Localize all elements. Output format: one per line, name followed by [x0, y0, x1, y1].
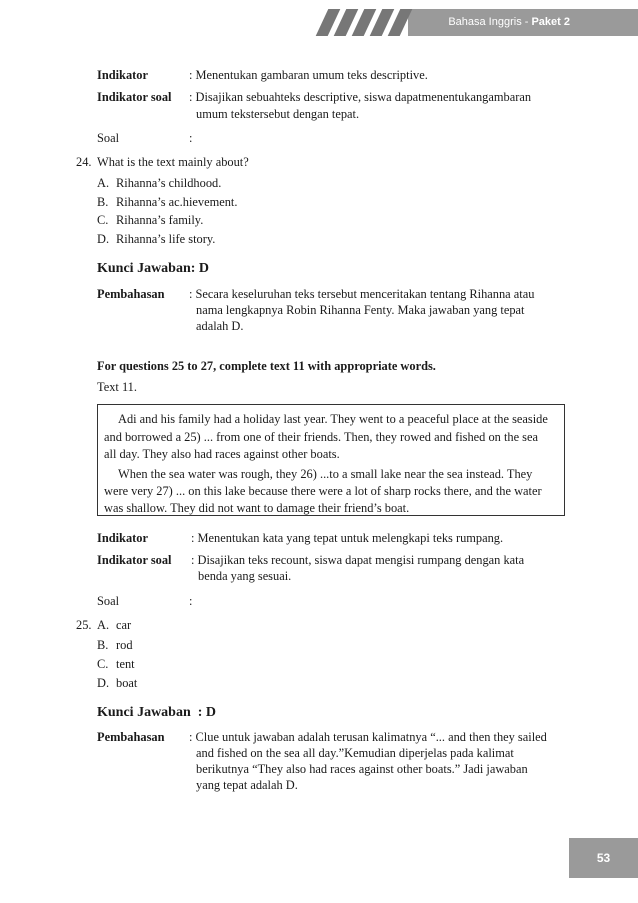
option-text: Rihanna’s ac.hievement.: [116, 195, 238, 209]
text-line: all day. They also had races against other boats.: [104, 447, 340, 461]
soal-label: Soal: [97, 131, 120, 145]
indikator-value: : Menentukan gambaran umum teks descriptive.: [189, 68, 428, 82]
indikator-label: Indikator: [97, 68, 148, 82]
indikator-soal-label: Indikator soal: [97, 553, 172, 567]
pembahasan-line: berikutnya “They also had races against other boats.” Jadi jawaban: [196, 762, 528, 776]
instructions: For questions 25 to 27, complete text 11 with appropriate words.: [97, 359, 436, 373]
page-number: 53: [569, 838, 638, 878]
option-text: rod: [116, 638, 133, 652]
soal-colon: :: [189, 131, 193, 145]
text-line: was shallow. They did not want to damage their friend’s boat.: [104, 501, 410, 515]
option-text: boat: [116, 676, 138, 690]
pembahasan-line: yang tepat adalah D.: [196, 778, 298, 792]
option-letter: C.: [97, 657, 109, 671]
question-text: What is the text mainly about?: [97, 155, 249, 169]
option-letter: A.: [97, 176, 110, 190]
text-line: When the sea water was rough, they 26) ...to a small lake near the sea instead. They: [118, 467, 533, 481]
option-letter: B.: [97, 638, 109, 652]
answer-key: Kunci Jawaban: D: [97, 261, 210, 276]
option-text: Rihanna’s life story.: [116, 232, 216, 246]
pembahasan-label: Pembahasan: [97, 287, 165, 301]
pembahasan-line: nama lengkapnya Robin Rihanna Fenty. Maka jawaban yang tepat: [196, 303, 525, 317]
option-text: Rihanna’s family.: [116, 213, 204, 227]
pembahasan-line: : Secara keseluruhan teks tersebut menceritakan tentang Rihanna atau: [189, 287, 535, 301]
option-letter: D.: [97, 676, 110, 690]
option-letter: B.: [97, 195, 109, 209]
indikator-soal-line: benda yang sesuai.: [198, 569, 292, 583]
option-text: Rihanna’s childhood.: [116, 176, 222, 190]
question-number: 25.: [76, 618, 92, 632]
indikator-soal-line: : Disajikan sebuahteks descriptive, siswa dapatmenentukangambaran: [189, 90, 532, 104]
pembahasan-line: : Clue untuk jawaban adalah terusan kalimatnya “... and then they sailed: [189, 730, 547, 744]
option-text: car: [116, 618, 132, 632]
question-number: 24.: [76, 155, 92, 169]
indikator-value: : Menentukan kata yang tepat untuk melengkapi teks rumpang.: [191, 531, 504, 545]
pembahasan-line: adalah D.: [196, 319, 244, 333]
option-text: tent: [116, 657, 135, 671]
indikator-label: Indikator: [97, 531, 148, 545]
pembahasan-line: and fished on the sea all day.”Kemudian diperjelas pada kalimat: [196, 746, 514, 760]
text-line: were very 27) ... on this lake because there were a lot of sharp rocks there, and the water: [104, 484, 542, 498]
header-packet: Paket 2: [531, 16, 570, 28]
header-subject: Bahasa Inggris -: [448, 16, 532, 28]
indikator-soal-line: : Disajikan teks recount, siswa dapat mengisi rumpang dengan kata: [191, 553, 525, 567]
header-title: [408, 9, 638, 36]
answer-key: Kunci Jawaban : D: [97, 705, 217, 720]
reading-text-box: [97, 404, 565, 516]
text-line: Adi and his family had a holiday last year. They went to a peaceful place at the seaside: [118, 412, 548, 426]
text-line: and borrowed a 25) ... from one of their friends. Then, they rowed and fished on the sea: [104, 430, 538, 444]
pembahasan-label: Pembahasan: [97, 730, 165, 744]
soal-label: Soal: [97, 594, 120, 608]
option-letter: A.: [97, 618, 110, 632]
text-label: Text 11.: [97, 380, 137, 394]
indikator-soal-label: Indikator soal: [97, 90, 172, 104]
option-letter: C.: [97, 213, 109, 227]
option-letter: D.: [97, 232, 110, 246]
soal-colon: :: [189, 594, 193, 608]
indikator-soal-line: umum tekstersebut dengan tepat.: [196, 107, 360, 121]
